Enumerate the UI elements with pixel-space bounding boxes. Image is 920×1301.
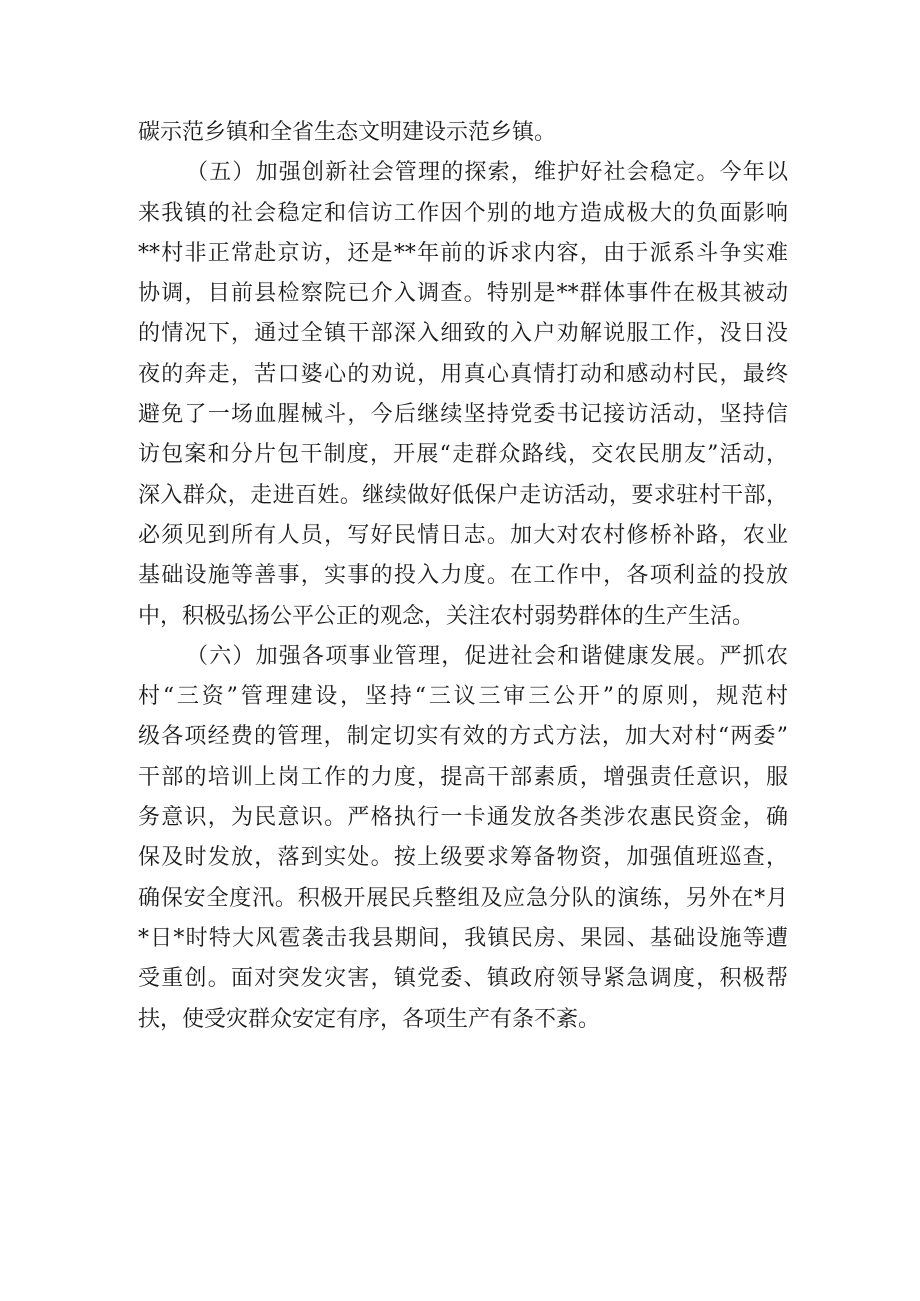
text-line: （五）加强创新社会管理的探索，维护好社会稳定。今年以	[186, 160, 788, 186]
paragraph-section-6	[138, 637, 788, 1040]
text-line: 访包案和分片包干制度，开展“走群众路线，交农民朋友”活动，	[138, 442, 788, 468]
text-line: 深入群众，走进百姓。继续做好低保户走访活动，要求驻村干部，	[138, 482, 788, 508]
text-line: 来我镇的社会稳定和信访工作因个别的地方造成极大的负面影响	[138, 200, 788, 226]
text-line: 协调，目前县检察院已介入调查。特别是**群体事件在极其被动	[138, 281, 788, 307]
text-line: 基础设施等善事，实事的投入力度。在工作中，各项利益的投放	[138, 563, 788, 589]
text-line: 村“三资”管理建设，坚持“三议三审三公开”的原则，规范村	[138, 684, 788, 710]
text-line: 级各项经费的管理，制定切实有效的方式方法，加大对村“两委”	[138, 724, 788, 750]
paragraph-section-5	[138, 153, 788, 637]
document-body	[138, 113, 788, 1040]
text-line: 的情况下，通过全镇干部深入细致的入户劝解说服工作，没日没	[138, 321, 788, 347]
text-line: 确保安全度汛。积极开展民兵整组及应急分队的演练，另外在*月	[138, 885, 788, 911]
text-line: 保及时发放，落到实处。按上级要求筹备物资，加强值班巡查，	[138, 845, 788, 871]
text-line: 必须见到所有人员，写好民情日志。加大对农村修桥补路，农业	[138, 522, 788, 548]
text-line: 受重创。面对突发灾害，镇党委、镇政府领导紧急调度，积极帮	[138, 966, 788, 992]
text-line: 务意识，为民意识。严格执行一卡通发放各类涉农惠民资金，确	[138, 805, 788, 831]
text-line: 避免了一场血腥械斗，今后继续坚持党委书记接访活动，坚持信	[138, 402, 788, 428]
text-line: 扶，使受灾群众安定有序，各项生产有条不紊。	[138, 1006, 601, 1032]
text-line: 中，积极弘扬公平公正的观念，关注农村弱势群体的生产生活。	[138, 603, 755, 629]
text-line: **村非正常赴京访，还是**年前的诉求内容，由于派系斗争实难	[138, 240, 788, 266]
text-line: *日*时特大风雹袭击我县期间，我镇民房、果园、基础设施等遭	[138, 925, 788, 951]
text-line: （六）加强各项事业管理，促进社会和谐健康发展。严抓农	[186, 643, 788, 669]
paragraph-continuation	[138, 113, 788, 153]
text-line: 碳示范乡镇和全省生态文明建设示范乡镇。	[138, 120, 557, 145]
text-line: 夜的奔走，苦口婆心的劝说，用真心真情打动和感动村民，最终	[138, 361, 788, 387]
text-line: 干部的培训上岗工作的力度，提高干部素质，增强责任意识，服	[138, 764, 788, 790]
